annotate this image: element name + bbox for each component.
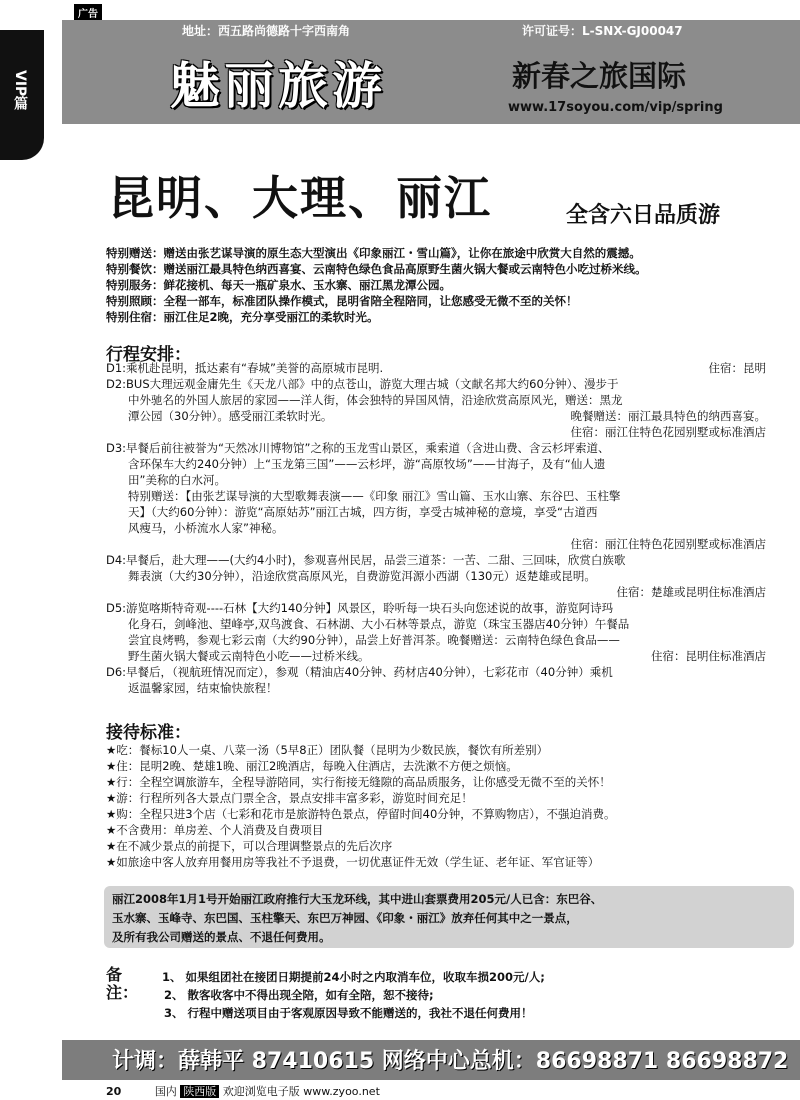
website-url[interactable]: www.17soyou.com/vip/spring — [508, 100, 723, 115]
day-2-stay: 住宿：丽江住特色花园别墅或标准酒店 — [570, 425, 766, 439]
day-5-line-2: 化身石，剑峰池、望峰亭,双鸟渡食、石林湖、大小石林等景点，游览（珠宝玉器店40分钟）午餐品 — [128, 617, 630, 631]
header-banner — [62, 20, 800, 124]
notice-line-1: 丽江2008年1月1号开始丽江政府推行大玉龙环线，其中进山套票费用205元/人已含：东巴谷、 — [112, 892, 603, 906]
day-2-line-3-text: 潭公园（30分钟）。感受丽江柔软时光。 — [128, 409, 333, 423]
standard-adjust: ★在不减少景点的前提下，可以合理调整景点的先后次序 — [106, 839, 393, 853]
notice-line-3: 及所有我公司赠送的景点、不退任何费用。 — [112, 930, 331, 944]
standard-lodging: ★住：昆明2晚、楚雄1晚、丽江2晚酒店，每晚入住酒店，去洗漱不方便之烦恼。 — [106, 759, 518, 773]
vip-section-tab — [0, 30, 44, 160]
standard-excluded: ★不含费用：单房差、个人消费及自费项目 — [106, 823, 324, 837]
day-2-meal: 晚餐赠送：丽江最具特色的纳西喜宴。 — [570, 409, 766, 423]
address: 地址：西五路尚德路十字西南角 — [182, 24, 351, 38]
standard-food: ★吃：餐标10人一桌、八菜一汤（5早8正）团队餐（昆明为少数民族，餐饮有所差别） — [106, 743, 549, 757]
footer-edition: 陕西版 — [180, 1085, 219, 1098]
contact-phones: 计调：薛韩平 87410615 网络中心总机：86698871 86698872 — [112, 1049, 789, 1074]
ad-label: 广告 — [74, 4, 102, 21]
service-standards — [106, 742, 786, 870]
day-3-stay: 住宿：丽江住特色花园别墅或标准酒店 — [570, 537, 766, 551]
vip-tab-label: VIP篇 — [12, 70, 28, 111]
day-2-line-2: 中外驰名的外国人旅居的家园——洋人街，体会独特的异国风情，沿途欣赏高原风光，赠送：黑龙 — [128, 393, 623, 407]
remarks-label: 备注： — [106, 965, 139, 1002]
day-2-line-3 — [106, 408, 786, 424]
day-3-line-3: 田”美称的白水河。 — [128, 473, 226, 487]
day-5-line-3: 尝宜良烤鸭，参观七彩云南（大约90分钟），品尝上好普洱茶。晚餐赠送：云南特色绿色食品—— — [128, 633, 620, 647]
day-3-line-5: 天】（大约60分钟）：游览“高原姑苏”丽江古城，四方街，享受古城神秘的意境，享受“古道西 — [128, 505, 598, 519]
day-1-text: D1:乘机赴昆明，抵达素有“春城”美誉的高原城市昆明. — [106, 361, 384, 375]
day-6-line-1: D6:早餐后，（视航班情况而定），参观（精油店40分钟、药材店40分钟），七彩花市（40分钟）乘机 — [106, 665, 613, 679]
remark-2: 2、 散客收客中不得出现全陪，如有全陪，恕不接待; — [164, 988, 434, 1002]
day-2-line-1: D2:BUS大理远观金庸先生《天龙八部》中的点苍山，游览大理古城（文献名邦大约60分钟）、漫步于 — [106, 377, 619, 391]
day-4-line-2: 舞表演（大约30分钟），沿途欣赏高原风光，自费游览洱源小西湖（130元）返楚雄或昆明。 — [128, 569, 596, 583]
itinerary — [106, 360, 786, 696]
day-3-line-2: 含环保车大约240分钟）上“玉龙第三国”——云杉坪，游“高原牧场”——甘海子，及有“仙人遗 — [128, 457, 606, 471]
special-gift: 特别赠送：赠送由张艺谋导演的原生态大型演出《印象丽江・雪山篇》，让你在旅途中欣赏大自然的震撼。 — [106, 246, 641, 260]
standard-shopping: ★购：全程只进3个店（七彩和花市是旅游特色景点，停留时间40分钟，不算购物店），不强迫消费。 — [106, 807, 616, 821]
day-1-stay: 住宿：昆明 — [708, 361, 766, 375]
day-3-line-4: 特别赠送：【由张艺谋导演的大型歌舞表演——《印象 丽江》雪山篇、玉水山寨、东谷巴、玉柱擎 — [128, 489, 621, 503]
day-1 — [106, 360, 786, 376]
standard-tour: ★游：行程所列各大景点门票全含，景点安排丰富多彩，游览时间充足！ — [106, 791, 473, 805]
day-3-line-6: 风瘦马，小桥流水人家”神秘。 — [128, 521, 284, 535]
standard-transport: ★行：全程空调旅游车，全程导游陪同，实行衔接无缝隙的高品质服务，让你感受无微不至的关怀！ — [106, 775, 611, 789]
slogan: 新春之旅国际 — [512, 59, 687, 93]
day-4-stay: 住宿：楚雄或昆明住标准酒店 — [616, 585, 766, 599]
remark-3: 3、 行程中赠送项目由于客观原因导致不能赠送的，我社不退任何费用！ — [164, 1006, 533, 1020]
itinerary-heading: 行程安排： — [106, 345, 191, 365]
lijiang-notice-box — [104, 886, 794, 948]
day-2-stay-row — [106, 424, 786, 440]
day-4-line-1: D4:早餐后，赴大理——(大约4小时)，参观喜州民居，品尝三道茶：一苦、二甜、三回味，欣赏白族歌 — [106, 553, 626, 567]
day-3-line-1: D3:早餐后前往被誉为“天然冰川博物馆”之称的玉龙雪山景区，乘索道（含进山费、含云杉坪索道、 — [106, 441, 610, 455]
day-4-stay-row — [106, 584, 786, 600]
page-footer — [106, 1083, 380, 1099]
day-5-stay: 住宿：昆明住标准酒店 — [651, 649, 766, 663]
page-number: 20 — [106, 1085, 122, 1098]
page-title: 昆明、大理、丽江 — [108, 171, 492, 225]
special-service: 特别服务：鲜花接机、每天一瓶矿泉水、玉水寨、丽江黑龙潭公园。 — [106, 278, 451, 292]
remark-1: 1、 如果组团社在接团日期提前24小时之内取消车位，收取车损200元/人; — [162, 970, 545, 984]
brand-logo-text: 魅丽旅游 — [170, 57, 386, 115]
day-3-stay-row — [106, 536, 786, 552]
standards-heading: 接待标准： — [106, 723, 191, 743]
day-5-line-1: D5:游览喀斯特奇观----石林【大约140分钟】风景区，聆听每一块石头向您述说的故事，游览阿诗玛 — [106, 601, 614, 615]
contact-bar — [62, 1040, 800, 1080]
standard-refund: ★如旅途中客人放弃用餐用房等我社不予退费，一切优惠证件无效（学生证、老年证、军官证等） — [106, 855, 600, 869]
special-meal: 特别餐饮：赠送丽江最具特色纳西喜宴、云南特色绿色食品高原野生菌火锅大餐或云南特色小吃过桥米线。 — [106, 262, 647, 276]
license-number: 许可证号：L-SNX-GJ00047 — [522, 24, 683, 38]
special-offers — [106, 245, 786, 325]
day-5-line-4 — [106, 648, 786, 664]
day-5-line-4-text: 野生菌火锅大餐或云南特色小吃——过桥米线。 — [128, 649, 370, 663]
page-subtitle: 全含六日品质游 — [566, 203, 721, 228]
special-lodging: 特别住宿：丽江住足2晚，充分享受丽江的柔软时光。 — [106, 310, 379, 324]
footer-region: 国内 — [154, 1085, 177, 1098]
remarks-list — [162, 968, 545, 1022]
special-care: 特别照顾：全程一部车，标准团队操作模式，昆明省陪全程陪同，让您感受无微不至的关怀！ — [106, 294, 578, 308]
footer-text[interactable]: 欢迎浏览电子版 www.zyoo.net — [222, 1085, 380, 1098]
day-6-line-2: 返温馨家园，结束愉快旅程！ — [128, 681, 278, 695]
notice-line-2: 玉水寨、玉峰寺、东巴国、玉柱擎天、东巴万神园、《印象・丽江》放弃任何其中之一景点， — [112, 911, 578, 925]
